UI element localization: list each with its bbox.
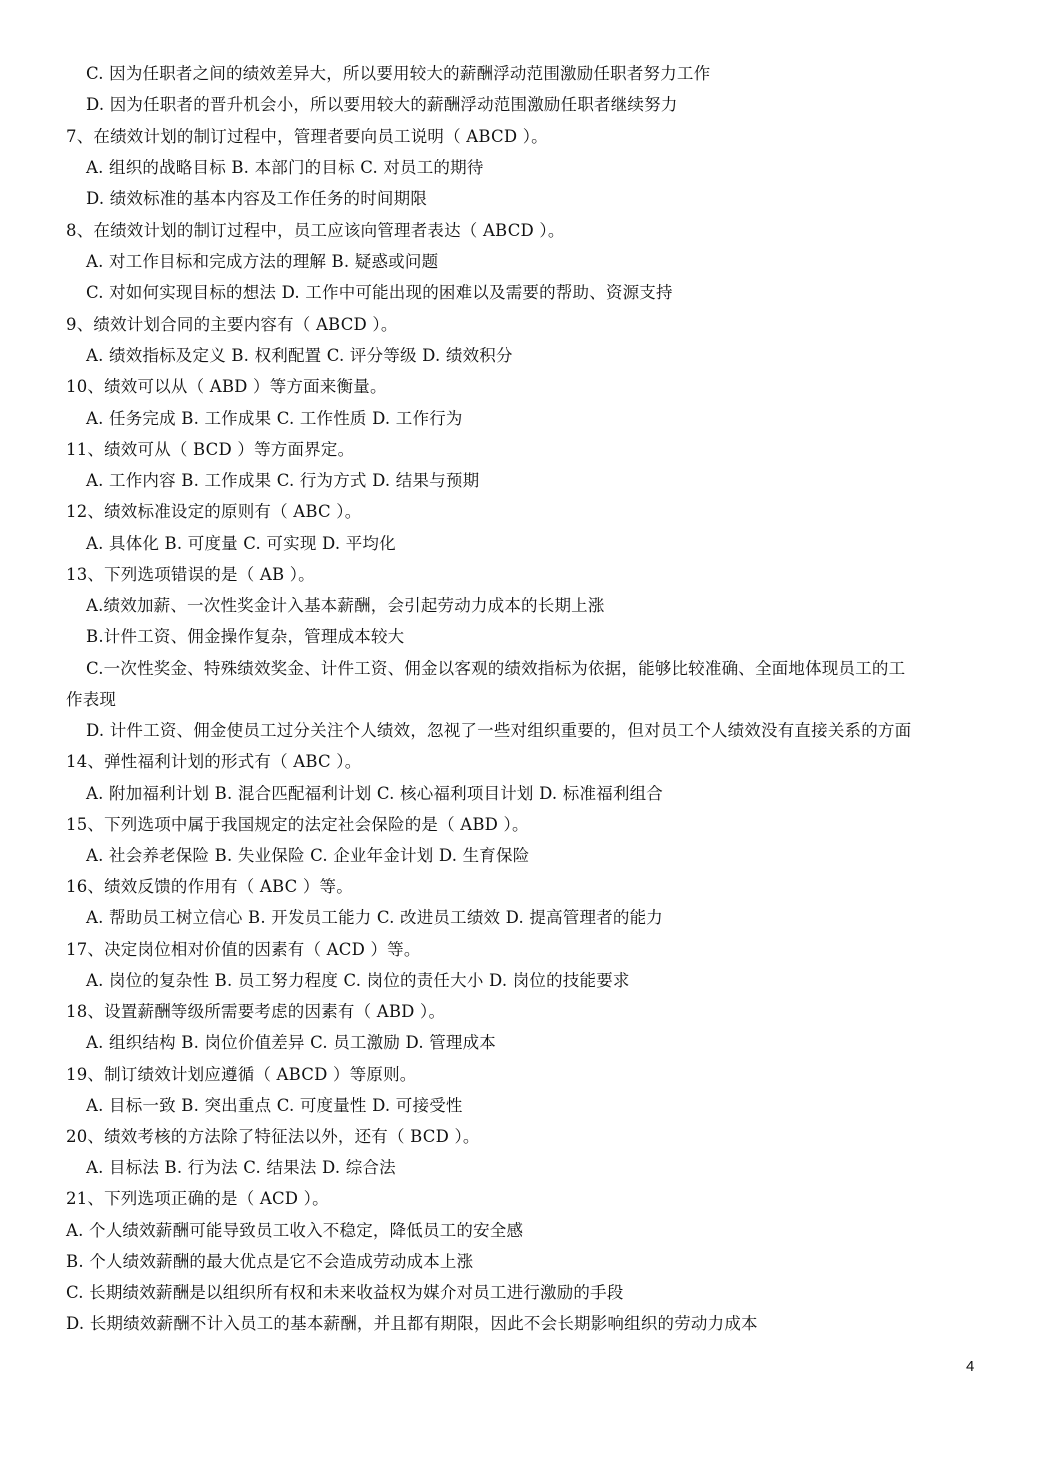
option-line-continued: 作表现 (66, 690, 117, 709)
option-line: A. 具体化 B. 可度量 C. 可实现 D. 平均化 (86, 534, 396, 553)
page-number: 4 (966, 1358, 975, 1375)
option-line: C. 对如何实现目标的想法 D. 工作中可能出现的困难以及需要的帮助、资源支持 (86, 283, 673, 302)
question-13: 13、下列选项错误的是（ AB ）。 (66, 565, 315, 584)
option-line: A. 目标一致 B. 突出重点 C. 可度量性 D. 可接受性 (86, 1096, 463, 1115)
option-line: D. 计件工资、佣金使员工过分关注个人绩效，忽视了一些对组织重要的，但对员工个人绩效没有直接关系的方面 (86, 721, 912, 740)
option-line: A. 工作内容 B. 工作成果 C. 行为方式 D. 结果与预期 (86, 471, 480, 490)
option-line: A. 组织结构 B. 岗位价值差异 C. 员工激励 D. 管理成本 (86, 1033, 497, 1052)
option-line: B. 个人绩效薪酬的最大优点是它不会造成劳动成本上涨 (66, 1252, 474, 1271)
option-line: A. 附加福利计划 B. 混合匹配福利计划 C. 核心福利项目计划 D. 标准福利组合 (86, 784, 664, 803)
question-19: 19、制订绩效计划应遵循（ ABCD ）等原则。 (66, 1065, 417, 1084)
question-9: 9、绩效计划合同的主要内容有（ ABCD ）。 (66, 315, 398, 334)
option-line: A. 绩效指标及定义 B. 权利配置 C. 评分等级 D. 绩效积分 (86, 346, 513, 365)
question-10: 10、绩效可以从（ ABD ）等方面来衡量。 (66, 377, 387, 396)
option-line: D. 因为任职者的晋升机会小，所以要用较大的薪酬浮动范围激励任职者继续努力 (86, 95, 678, 114)
option-line: C. 因为任职者之间的绩效差异大，所以要用较大的薪酬浮动范围激励任职者努力工作 (86, 64, 711, 83)
option-line: A. 岗位的复杂性 B. 员工努力程度 C. 岗位的责任大小 D. 岗位的技能要求 (86, 971, 630, 990)
option-line: D. 长期绩效薪酬不计入员工的基本薪酬，并且都有期限，因此不会长期影响组织的劳动力成本 (66, 1314, 758, 1333)
question-20: 20、绩效考核的方法除了特征法以外，还有（ BCD ）。 (66, 1127, 480, 1146)
option-line: A. 社会养老保险 B. 失业保险 C. 企业年金计划 D. 生育保险 (86, 846, 530, 865)
option-line: A. 组织的战略目标 B. 本部门的目标 C. 对员工的期待 (86, 158, 484, 177)
option-line: A. 任务完成 B. 工作成果 C. 工作性质 D. 工作行为 (86, 409, 463, 428)
option-line: A. 帮助员工树立信心 B. 开发员工能力 C. 改进员工绩效 D. 提高管理者的能力 (86, 908, 664, 927)
question-18: 18、设置薪酬等级所需要考虑的因素有（ ABD ）。 (66, 1002, 446, 1021)
question-7: 7、在绩效计划的制订过程中，管理者要向员工说明（ ABCD ）。 (66, 127, 548, 146)
question-11: 11、绩效可从（ BCD ）等方面界定。 (66, 440, 355, 459)
question-12: 12、绩效标准设定的原则有（ ABC ）。 (66, 502, 362, 521)
option-line: A.绩效加薪、一次性奖金计入基本薪酬，会引起劳动力成本的长期上涨 (86, 596, 605, 615)
question-14: 14、弹性福利计划的形式有（ ABC ）。 (66, 752, 362, 771)
question-21: 21、下列选项正确的是（ ACD ）。 (66, 1189, 329, 1208)
option-line: A. 个人绩效薪酬可能导致员工收入不稳定，降低员工的安全感 (66, 1221, 524, 1240)
question-15: 15、下列选项中属于我国规定的法定社会保险的是（ ABD ）。 (66, 815, 529, 834)
option-line: C. 长期绩效薪酬是以组织所有权和未来收益权为媒介对员工进行激励的手段 (66, 1283, 624, 1302)
option-line: A. 对工作目标和完成方法的理解 B. 疑惑或问题 (86, 252, 439, 271)
option-line: C.一次性奖金、特殊绩效奖金、计件工资、佣金以客观的绩效指标为依据，能够比较准确、全面地体现员工的工 (86, 659, 906, 678)
option-line: D. 绩效标准的基本内容及工作任务的时间期限 (86, 189, 428, 208)
question-8: 8、在绩效计划的制订过程中，员工应该向管理者表达（ ABCD ）。 (66, 221, 565, 240)
question-17: 17、决定岗位相对价值的因素有（ ACD ）等。 (66, 940, 421, 959)
option-line: B.计件工资、佣金操作复杂，管理成本较大 (86, 627, 405, 646)
option-line: A. 目标法 B. 行为法 C. 结果法 D. 综合法 (86, 1158, 396, 1177)
question-16: 16、绩效反馈的作用有（ ABC ）等。 (66, 877, 353, 896)
